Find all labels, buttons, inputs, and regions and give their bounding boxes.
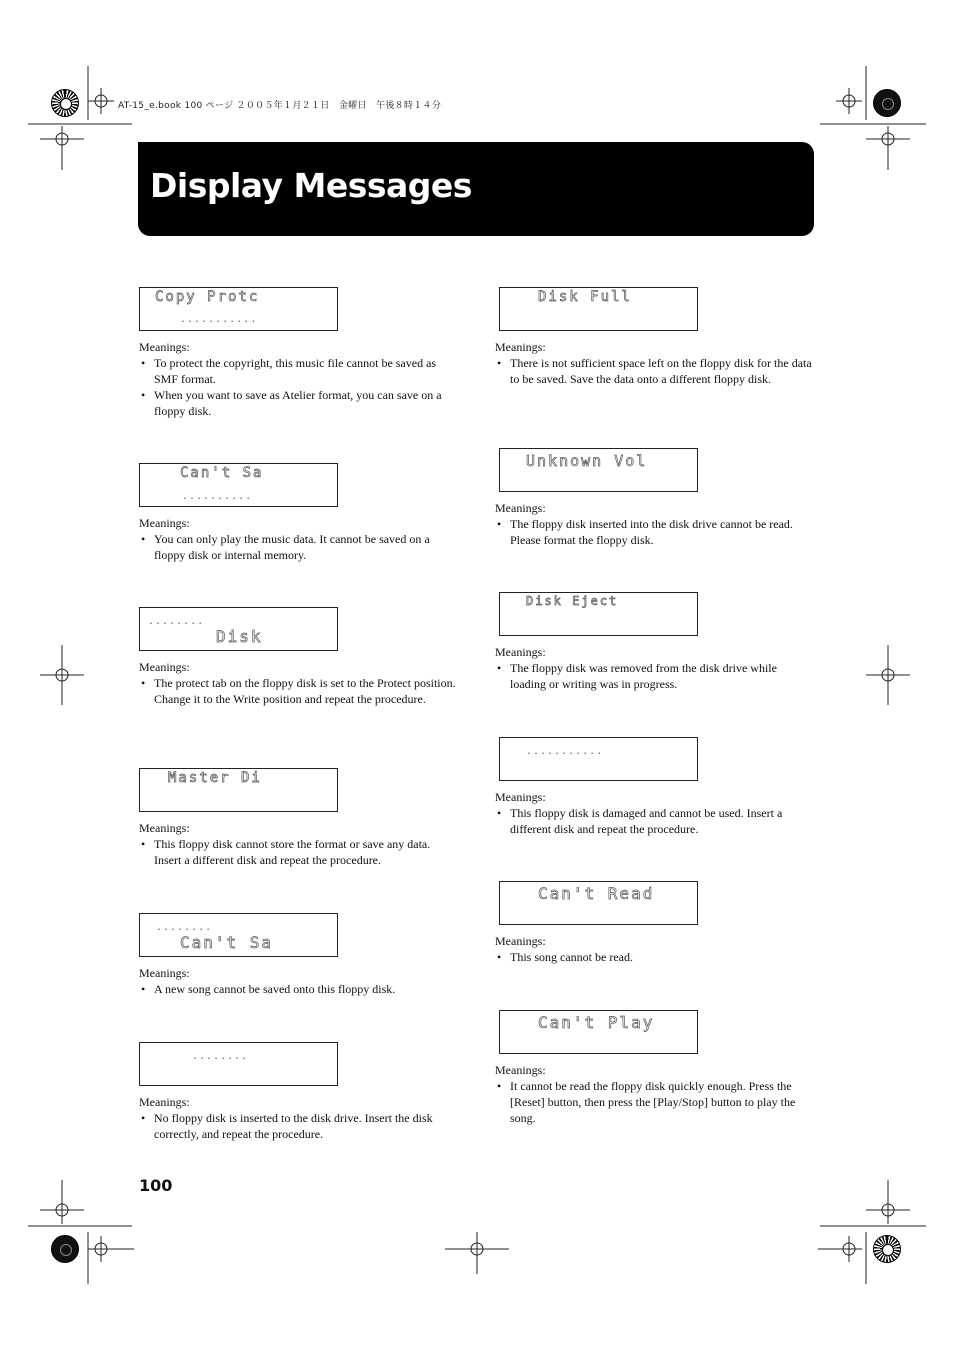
- lcd-line-1: Can't Play: [538, 1013, 655, 1032]
- meanings-label: Meanings:: [495, 790, 546, 804]
- meanings: [139, 515, 459, 563]
- lcd-line-2: ..........: [182, 491, 253, 502]
- meanings: [139, 659, 459, 707]
- meanings: [495, 500, 815, 548]
- lcd-line-1: ...........: [526, 746, 604, 757]
- lcd-line-1: Disk Eject: [526, 594, 619, 608]
- meanings-label: Meanings:: [139, 516, 190, 530]
- message-block: [495, 737, 815, 837]
- lcd-line-1: ........: [192, 1051, 249, 1062]
- lcd-display: [499, 592, 698, 636]
- registration-target-icon: [51, 1235, 79, 1263]
- meanings: [495, 933, 815, 965]
- lcd-line-1: Copy Protc: [155, 289, 260, 305]
- message-block: [495, 287, 815, 387]
- lcd-line-2: ...........: [180, 314, 258, 325]
- meanings-label: Meanings:: [139, 340, 190, 354]
- meaning-item: • The floppy disk was removed from the disk drive while loading or writing was in progress.: [495, 660, 815, 692]
- lcd-display: [139, 287, 338, 331]
- message-block: [495, 592, 815, 692]
- lcd-line-1: Unknown Vol: [526, 452, 648, 470]
- meanings-label: Meanings:: [495, 501, 546, 515]
- message-block: [495, 448, 815, 548]
- lcd-display: [139, 913, 338, 957]
- meanings: [495, 644, 815, 692]
- message-block: [139, 287, 459, 419]
- meaning-item: • You can only play the music data. It cannot be saved on a floppy disk or internal memory.: [139, 531, 459, 563]
- page-title: Display Messages: [150, 166, 472, 205]
- message-block: [139, 913, 459, 997]
- lcd-display: [499, 1010, 698, 1054]
- meanings: [495, 339, 815, 387]
- lcd-line-1: Disk Full: [538, 289, 632, 305]
- lcd-display: [499, 737, 698, 781]
- meaning-item: • The floppy disk inserted into the disk drive cannot be read. Please format the floppy disk.: [495, 516, 815, 548]
- message-block: [139, 1042, 459, 1142]
- message-block: [495, 1010, 815, 1126]
- page-number: 100: [139, 1176, 173, 1195]
- lcd-line-1: ........: [156, 922, 213, 933]
- meanings-label: Meanings:: [495, 934, 546, 948]
- meaning-item: • There is not sufficient space left on the floppy disk for the data to be saved. Save the data onto a different floppy disk.: [495, 355, 815, 387]
- meanings: [495, 1062, 815, 1126]
- message-block: [139, 607, 459, 707]
- lcd-line-1: Can't Sa: [180, 465, 264, 481]
- lcd-display: [139, 1042, 338, 1086]
- title-banner: [138, 142, 814, 236]
- lcd-display: [139, 607, 338, 651]
- meanings: [139, 820, 459, 868]
- meaning-item: • This song cannot be read.: [495, 949, 815, 965]
- lcd-display: [499, 448, 698, 492]
- meaning-item: • To protect the copyright, this music file cannot be saved as SMF format.: [139, 355, 459, 387]
- meaning-item: • It cannot be read the floppy disk quickly enough. Press the [Reset] button, then press the [Play/Stop] button to play the song.: [495, 1078, 815, 1126]
- meanings-label: Meanings:: [495, 1063, 546, 1077]
- meaning-item: • A new song cannot be saved onto this floppy disk.: [139, 981, 459, 997]
- meaning-item: • This floppy disk is damaged and cannot be used. Insert a different disk and repeat the procedure.: [495, 805, 815, 837]
- meaning-item: • This floppy disk cannot store the format or save any data. Insert a different disk and repeat the procedure.: [139, 836, 459, 868]
- lcd-display: [499, 287, 698, 331]
- meanings-label: Meanings:: [139, 821, 190, 835]
- message-block: [139, 463, 459, 563]
- meaning-item: • When you want to save as Atelier format, you can save on a floppy disk.: [139, 387, 459, 419]
- meanings-label: Meanings:: [139, 966, 190, 980]
- meanings: [495, 789, 815, 837]
- lcd-display: [499, 881, 698, 925]
- meanings: [139, 1094, 459, 1142]
- meanings: [139, 339, 459, 419]
- registration-target-icon: [51, 89, 79, 117]
- meanings-label: Meanings:: [139, 1095, 190, 1109]
- lcd-display: [139, 463, 338, 507]
- meanings-label: Meanings:: [139, 660, 190, 674]
- lcd-line-2: Disk: [216, 627, 263, 646]
- registration-target-icon: [873, 1235, 901, 1263]
- lcd-display: [139, 768, 338, 812]
- meaning-item: • No floppy disk is inserted to the disk drive. Insert the disk correctly, and repeat the procedure.: [139, 1110, 459, 1142]
- message-block: [139, 768, 459, 868]
- registration-target-icon: [873, 89, 901, 117]
- meanings-label: Meanings:: [495, 340, 546, 354]
- message-block: [495, 881, 815, 965]
- lcd-line-2: Can't Sa: [180, 933, 274, 952]
- lcd-line-1: ........: [148, 616, 205, 627]
- file-header: AT-15_e.book 100 ページ ２００５年１月２１日 金曜日 午後８時１４分: [118, 101, 442, 111]
- meanings: [139, 965, 459, 997]
- meanings-label: Meanings:: [495, 645, 546, 659]
- meaning-item: • The protect tab on the floppy disk is set to the Protect position. Change it to the Write position and repeat the procedure.: [139, 675, 459, 707]
- lcd-line-1: Can't Read: [538, 884, 655, 903]
- lcd-line-1: Master Di: [168, 770, 262, 786]
